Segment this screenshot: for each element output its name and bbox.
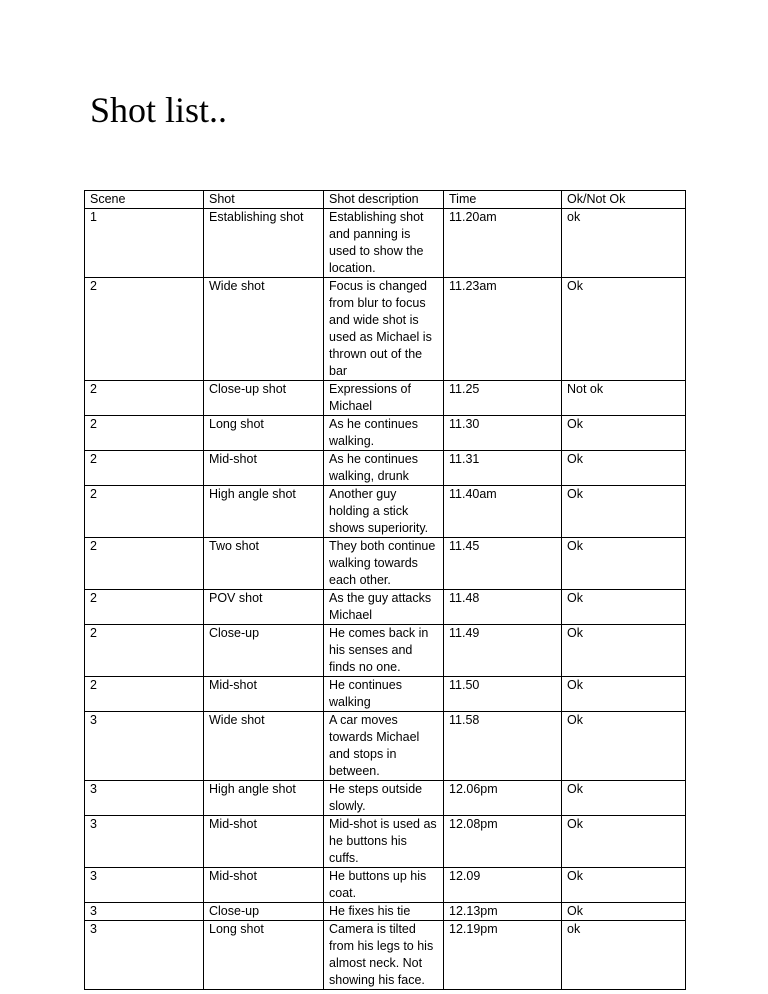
table-row bbox=[85, 451, 686, 486]
cell-status: Ok bbox=[562, 677, 686, 712]
cell-time: 12.08pm bbox=[444, 816, 562, 868]
cell-shot: Long shot bbox=[204, 921, 324, 990]
cell-status: Ok bbox=[562, 278, 686, 381]
cell-status: Ok bbox=[562, 816, 686, 868]
cell-scene: 3 bbox=[85, 921, 204, 990]
cell-description: He continues walking bbox=[324, 677, 444, 712]
cell-time: 11.40am bbox=[444, 486, 562, 538]
cell-time: 12.09 bbox=[444, 868, 562, 903]
cell-status: Ok bbox=[562, 868, 686, 903]
cell-time: 11.45 bbox=[444, 538, 562, 590]
table-body bbox=[85, 209, 686, 990]
cell-shot: Establishing shot bbox=[204, 209, 324, 278]
cell-status: Not ok bbox=[562, 381, 686, 416]
cell-description: They both continue walking towards each other. bbox=[324, 538, 444, 590]
cell-shot: Long shot bbox=[204, 416, 324, 451]
cell-time: 11.25 bbox=[444, 381, 562, 416]
table-row bbox=[85, 781, 686, 816]
table-row bbox=[85, 625, 686, 677]
table-row bbox=[85, 903, 686, 921]
page-title: Shot list.. bbox=[90, 90, 228, 130]
cell-shot: Mid-shot bbox=[204, 868, 324, 903]
cell-status: Ok bbox=[562, 416, 686, 451]
cell-scene: 2 bbox=[85, 416, 204, 451]
cell-time: 11.48 bbox=[444, 590, 562, 625]
cell-scene: 3 bbox=[85, 712, 204, 781]
cell-description: Another guy holding a stick shows superiority. bbox=[324, 486, 444, 538]
cell-time: 11.50 bbox=[444, 677, 562, 712]
cell-description: He fixes his tie bbox=[324, 903, 444, 921]
column-header-scene: Scene bbox=[85, 191, 204, 209]
cell-shot: Mid-shot bbox=[204, 451, 324, 486]
table-row bbox=[85, 538, 686, 590]
cell-description: Expressions of Michael bbox=[324, 381, 444, 416]
cell-scene: 2 bbox=[85, 590, 204, 625]
cell-scene: 3 bbox=[85, 903, 204, 921]
cell-time: 12.06pm bbox=[444, 781, 562, 816]
table-row bbox=[85, 590, 686, 625]
table-row bbox=[85, 677, 686, 712]
cell-status: Ok bbox=[562, 903, 686, 921]
cell-description: As he continues walking. bbox=[324, 416, 444, 451]
column-header-description: Shot description bbox=[324, 191, 444, 209]
cell-time: 11.31 bbox=[444, 451, 562, 486]
cell-time: 11.23am bbox=[444, 278, 562, 381]
cell-shot: Mid-shot bbox=[204, 677, 324, 712]
table-row bbox=[85, 921, 686, 990]
cell-shot: Mid-shot bbox=[204, 816, 324, 868]
shot-list-table bbox=[84, 190, 686, 990]
cell-scene: 2 bbox=[85, 538, 204, 590]
table-row bbox=[85, 816, 686, 868]
cell-scene: 3 bbox=[85, 781, 204, 816]
cell-status: ok bbox=[562, 921, 686, 990]
cell-description: Mid-shot is used as he buttons his cuffs. bbox=[324, 816, 444, 868]
cell-shot: High angle shot bbox=[204, 486, 324, 538]
cell-status: Ok bbox=[562, 451, 686, 486]
table-row bbox=[85, 209, 686, 278]
cell-time: 11.20am bbox=[444, 209, 562, 278]
cell-scene: 2 bbox=[85, 381, 204, 416]
cell-description: Camera is tilted from his legs to his almost neck. Not showing his face. bbox=[324, 921, 444, 990]
cell-status: Ok bbox=[562, 486, 686, 538]
cell-scene: 2 bbox=[85, 451, 204, 486]
cell-time: 11.58 bbox=[444, 712, 562, 781]
cell-status: Ok bbox=[562, 781, 686, 816]
column-header-shot: Shot bbox=[204, 191, 324, 209]
cell-shot: High angle shot bbox=[204, 781, 324, 816]
table-row bbox=[85, 486, 686, 538]
cell-scene: 2 bbox=[85, 625, 204, 677]
cell-scene: 2 bbox=[85, 486, 204, 538]
cell-status: ok bbox=[562, 209, 686, 278]
cell-shot: POV shot bbox=[204, 590, 324, 625]
table-row bbox=[85, 381, 686, 416]
cell-description: Establishing shot and panning is used to show the location. bbox=[324, 209, 444, 278]
cell-scene: 3 bbox=[85, 816, 204, 868]
cell-status: Ok bbox=[562, 625, 686, 677]
cell-shot: Wide shot bbox=[204, 712, 324, 781]
table-row bbox=[85, 868, 686, 903]
cell-description: As he continues walking, drunk bbox=[324, 451, 444, 486]
cell-time: 12.13pm bbox=[444, 903, 562, 921]
cell-description: As the guy attacks Michael bbox=[324, 590, 444, 625]
table-row bbox=[85, 278, 686, 381]
cell-time: 11.49 bbox=[444, 625, 562, 677]
column-header-status: Ok/Not Ok bbox=[562, 191, 686, 209]
column-header-time: Time bbox=[444, 191, 562, 209]
cell-description: He steps outside slowly. bbox=[324, 781, 444, 816]
table-row bbox=[85, 712, 686, 781]
cell-status: Ok bbox=[562, 712, 686, 781]
cell-description: He buttons up his coat. bbox=[324, 868, 444, 903]
cell-shot: Wide shot bbox=[204, 278, 324, 381]
cell-time: 12.19pm bbox=[444, 921, 562, 990]
cell-scene: 2 bbox=[85, 278, 204, 381]
cell-scene: 3 bbox=[85, 868, 204, 903]
cell-description: A car moves towards Michael and stops in between. bbox=[324, 712, 444, 781]
cell-status: Ok bbox=[562, 538, 686, 590]
cell-description: He comes back in his senses and finds no one. bbox=[324, 625, 444, 677]
cell-status: Ok bbox=[562, 590, 686, 625]
table-header-row bbox=[85, 191, 686, 209]
cell-scene: 2 bbox=[85, 677, 204, 712]
cell-description: Focus is changed from blur to focus and wide shot is used as Michael is thrown out of the bar bbox=[324, 278, 444, 381]
cell-scene: 1 bbox=[85, 209, 204, 278]
table-row bbox=[85, 416, 686, 451]
cell-shot: Close-up bbox=[204, 903, 324, 921]
cell-shot: Close-up bbox=[204, 625, 324, 677]
cell-time: 11.30 bbox=[444, 416, 562, 451]
cell-shot: Two shot bbox=[204, 538, 324, 590]
cell-shot: Close-up shot bbox=[204, 381, 324, 416]
